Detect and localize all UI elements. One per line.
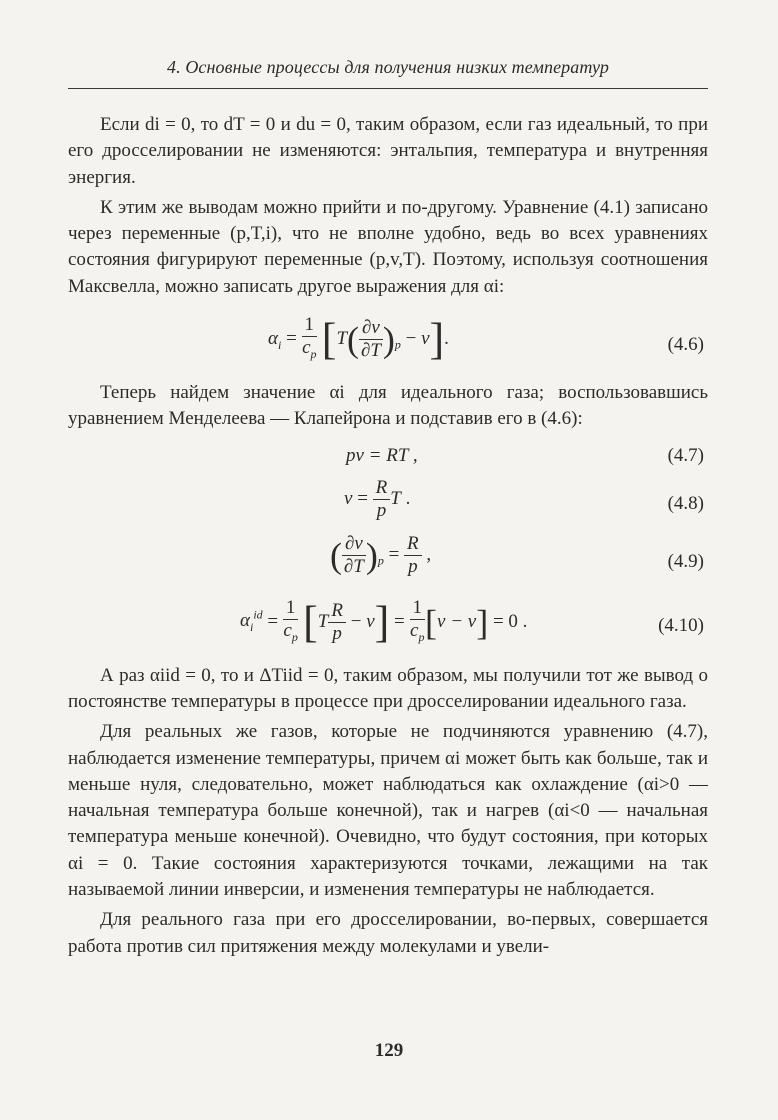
- equation-4-6: [68, 308, 708, 380]
- equation-4-9-formula: ( $\frac{\partial v}{\partial T}$ )$_p$ = $\frac{R}{p}$ ,: [330, 532, 432, 577]
- equation-number-4-7: (4.7): [667, 444, 704, 466]
- page-number: 129: [374, 1040, 404, 1061]
- equation-4-9: [68, 531, 708, 593]
- equation-4-6-formula: $\alpha_i$ = $\frac{1}{c_p}$ [T( $\frac{\partial v}{\partial T}$ )$_p - v$].: [268, 314, 449, 364]
- equation-number-4-10: (4.10): [658, 614, 704, 636]
- equation-4-8: [68, 475, 708, 531]
- equation-number-4-6: (4.6): [667, 334, 704, 356]
- equation-4-7: [68, 439, 708, 475]
- paragraph-4: А раз αiid = 0, то и ΔTiid = 0, таким образом, мы получили тот же вывод о постоянстве температуры в процессе при дросселировании идеального газа.: [68, 664, 708, 712]
- paragraph-3: Теперь найдем значение αi для идеального газа; воспользовавшись уравнением Менделеева — Клапейрона и подставив его в (4.6):: [68, 382, 708, 430]
- header-rule: [68, 88, 708, 89]
- paragraph-5: Для реальных же газов, которые не подчиняются уравнению (4.7), наблюдается изменение температуры, причем αi может быть как больше, так и меньше нуля, следовательно, может наблюдаться как охлаждение (αi>0 — начальная температура больше конечной), так и нагрев (αi<0 — начальная температура меньше конечной). Очевидно, что будут состояния, при которых αi = 0. Такие состояния характеризуются точками, лежащими на так называемой линии инверсии, и изменения температуры не наблюдается.: [68, 721, 708, 901]
- running-header: 4. Основные процессы для получения низких температур: [167, 57, 609, 77]
- paragraph-1: Если di = 0, то dT = 0 и du = 0, таким образом, если газ идеальный, то при его дросселировании не изменяются: энтальпия, температура и внутренняя энергия.: [68, 114, 708, 188]
- equation-4-8-formula: v = $\frac{R}{p}$ T .: [344, 476, 411, 521]
- equation-4-10-formula: $\alpha_i^{id}$ = $\frac{1}{c_p}$ [T $\frac{R}{p}$ − v] = $\frac{1}{c_p}$ [v − v] = 0 .: [240, 596, 528, 647]
- paragraph-6: Для реального газа при его дросселировании, во-первых, совершается работа против сил притяжения между молекулами и увели-: [68, 909, 708, 957]
- equation-4-10: [68, 593, 708, 659]
- paragraph-2: К этим же выводам можно прийти и по-другому. Уравнение (4.1) записано через переменные (p,T,i), что не вполне удобно, ведь во всех уравнениях состояния фигурируют переменные (p,v,T). Поэтому, используя соотношения Максвелла, можно записать другое выражения для αi:: [68, 196, 708, 297]
- page-body: [68, 112, 708, 960]
- equation-number-4-9: (4.9): [667, 550, 704, 572]
- equation-number-4-8: (4.8): [667, 492, 704, 514]
- equation-4-7-formula: pv = RT ,: [346, 444, 418, 466]
